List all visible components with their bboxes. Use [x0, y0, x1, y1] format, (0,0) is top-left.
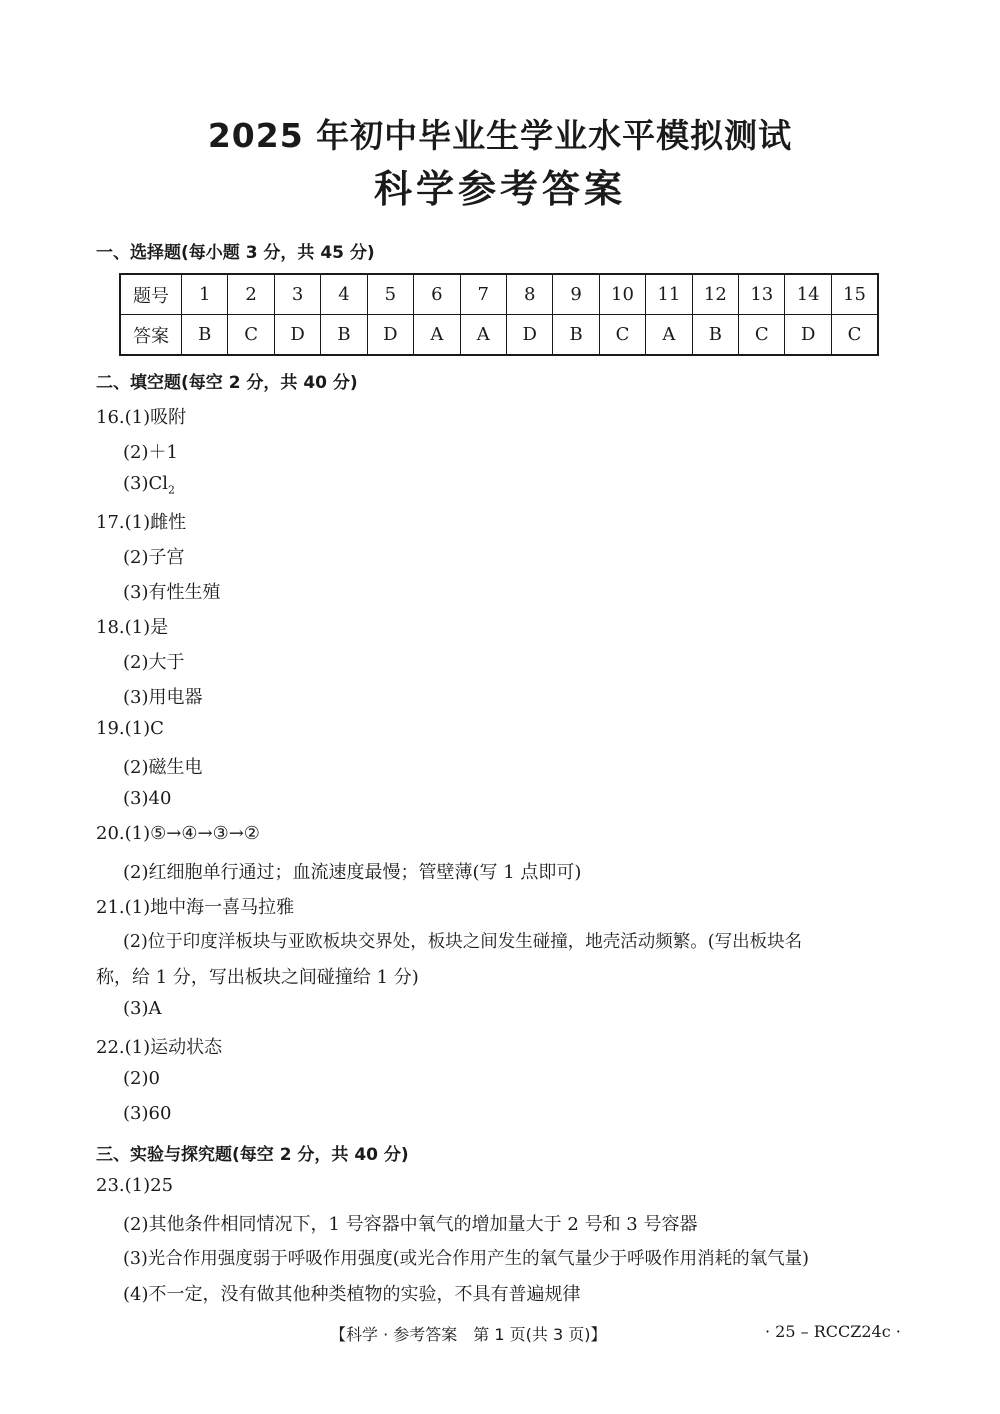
question-number: 6 [414, 274, 460, 315]
answer-text: (1)25 [124, 1175, 174, 1196]
answer-cell: D [274, 315, 320, 356]
question-number: 15 [831, 274, 878, 315]
page-code: · 25 – RCCZ24c · [765, 1322, 901, 1341]
question-20 [96, 823, 260, 844]
answer-text: (2)大于 [123, 652, 185, 673]
question-number: 13 [739, 274, 785, 315]
question-number: 1 [182, 274, 228, 315]
answer-text: (2)0 [123, 1068, 160, 1089]
answer-text: (3)60 [123, 1103, 172, 1124]
page-title: 2025 年初中毕业生学业水平模拟测试 [207, 116, 793, 155]
question-18 [96, 613, 168, 639]
answer-text: (1)地中海一喜马拉雅 [124, 897, 295, 918]
answer-cell: B [553, 315, 599, 356]
question-number: 4 [321, 274, 367, 315]
answer-cell: D [785, 315, 831, 356]
answer-text: (3)光合作用强度弱于呼吸作用强度(或光合作用产生的氧气量少于呼吸作用消耗的氧气量) [123, 1249, 809, 1269]
answer-cell: A [646, 315, 692, 356]
page-footer: 【科学 · 参考答案 第 1 页(共 3 页)】 [330, 1325, 607, 1344]
section-heading-experiment: 三、实验与探究题(每空 2 分，共 40 分) [96, 1145, 409, 1165]
answer-text: (1)C [124, 718, 164, 739]
choice-answer-table [119, 273, 879, 356]
question-number: 17. [96, 512, 125, 533]
answer-text: (1)吸附 [124, 407, 187, 428]
question-21 [96, 893, 294, 919]
answer-cell: A [414, 315, 460, 356]
answer-text: (4)不一定，没有做其他种类植物的实验，不具有普遍规律 [123, 1284, 581, 1305]
question-number: 16. [96, 407, 125, 428]
question-number: 20. [96, 823, 125, 844]
question-number: 5 [367, 274, 413, 315]
answer-text: (3)Cl [123, 473, 169, 494]
subscript: 2 [168, 483, 176, 497]
answer-text: (3)40 [123, 788, 172, 809]
answer-text: (1)是 [124, 617, 169, 638]
page-subtitle: 科学参考答案 [373, 167, 626, 211]
answer-text: (3)A [123, 998, 162, 1019]
row-label-answer: 答案 [120, 315, 182, 356]
answer-cell: C [228, 315, 274, 356]
question-number: 14 [785, 274, 831, 315]
question-number: 23. [96, 1175, 125, 1196]
answer-text: (2)位于印度洋板块与亚欧板块交界处，板块之间发生碰撞，地壳活动频繁。(写出板块名 [123, 932, 803, 952]
question-16 [96, 403, 186, 429]
answer-text: (2)子宫 [123, 547, 185, 568]
question-number: 10 [599, 274, 645, 315]
answer-text: (3)用电器 [123, 687, 203, 708]
section-heading-choice: 一、选择题(每小题 3 分，共 45 分) [96, 243, 375, 263]
question-number: 7 [460, 274, 506, 315]
answer-cell: D [367, 315, 413, 356]
answer-text: (2)＋1 [123, 442, 178, 463]
question-number: 18. [96, 617, 125, 638]
answer-text: (2)其他条件相同情况下，1 号容器中氧气的增加量大于 2 号和 3 号容器 [123, 1214, 698, 1235]
answer-text: (3)有性生殖 [123, 582, 221, 603]
question-number: 21. [96, 897, 125, 918]
section-heading-fill: 二、填空题(每空 2 分，共 40 分) [96, 373, 358, 393]
answer-cell: B [692, 315, 738, 356]
answer-text-continued: 称，给 1 分，写出板块之间碰撞给 1 分) [96, 967, 419, 988]
table-row-numbers [120, 274, 878, 315]
question-number: 3 [274, 274, 320, 315]
question-number: 12 [692, 274, 738, 315]
question-number: 9 [553, 274, 599, 315]
answer-cell: C [599, 315, 645, 356]
answer-cell: C [739, 315, 785, 356]
question-number: 11 [646, 274, 692, 315]
question-number: 22. [96, 1037, 125, 1058]
answer-cell: A [460, 315, 506, 356]
question-17 [96, 508, 186, 534]
question-number: 19. [96, 718, 125, 739]
question-number: 2 [228, 274, 274, 315]
answer-cell: D [506, 315, 552, 356]
question-number: 8 [506, 274, 552, 315]
answer-formula [123, 473, 175, 497]
question-22 [96, 1033, 222, 1059]
question-19 [96, 718, 164, 739]
table-row-answers [120, 315, 878, 356]
question-23 [96, 1175, 173, 1196]
answer-text: (1)⑤→④→③→② [124, 823, 260, 844]
answer-cell: B [321, 315, 367, 356]
answer-cell: B [182, 315, 228, 356]
answer-cell: C [831, 315, 878, 356]
answer-text: (2)红细胞单行通过；血流速度最慢；管壁薄(写 1 点即可) [123, 862, 582, 883]
answer-text: (1)运动状态 [124, 1037, 223, 1058]
answer-text: (2)磁生电 [123, 757, 203, 778]
row-label-number: 题号 [120, 274, 182, 315]
answer-text: (1)雌性 [124, 512, 187, 533]
